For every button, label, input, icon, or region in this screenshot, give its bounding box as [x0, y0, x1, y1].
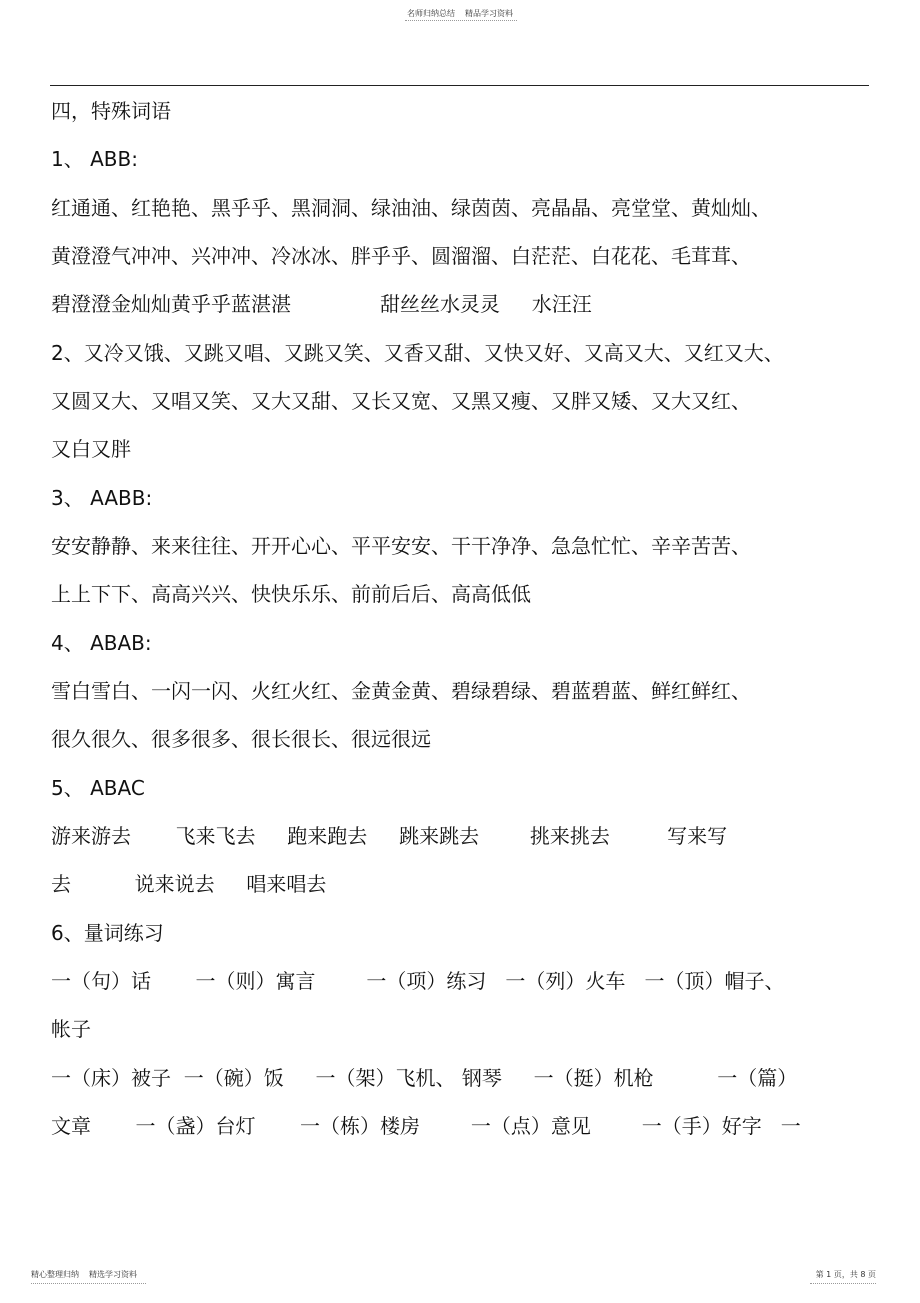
text-line: 上上下下、高高兴兴、快快乐乐、前前后后、高高低低 — [51, 582, 531, 606]
page-footer-left — [31, 1270, 137, 1280]
text-line: 3、 AABB: — [51, 486, 153, 510]
top-rule — [50, 85, 869, 86]
text-line: 红通通、红艳艳、黑乎乎、黑洞洞、绿油油、绿茵茵、亮晶晶、亮堂堂、黄灿灿、 — [51, 196, 771, 220]
text-line: 雪白雪白、一闪一闪、火红火红、金黄金黄、碧绿碧绿、碧蓝碧蓝、鲜红鲜红、 — [51, 679, 751, 703]
footer-left-text: 精心整理归纳 — [31, 1270, 79, 1279]
text-line: 碧澄澄金灿灿黄乎乎蓝湛湛 甜丝丝水灵灵 水汪汪 — [51, 292, 592, 316]
text-line: 帐子 — [51, 1017, 91, 1041]
footer-right-dotted-line — [810, 1283, 876, 1284]
text-line: 又白又胖 — [51, 437, 131, 461]
text-line: 2、又冷又饿、又跳又唱、又跳又笑、又香又甜、又快又好、又高又大、又红又大、 — [51, 341, 784, 365]
footer-middle-text: 精选学习资料 — [89, 1270, 137, 1279]
text-line: 文章 一（盏）台灯 一（栋）楼房 一（点）意见 一（手）好字 一 — [51, 1114, 801, 1138]
text-line: 游来游去 飞来飞去 跑来跑去 跳来跳去 挑来挑去 写来写 — [51, 824, 728, 848]
page-header — [0, 9, 920, 19]
header-dotted-line — [405, 20, 517, 21]
footer-left-dotted-line — [31, 1283, 146, 1284]
text-line: 5、 ABAC — [51, 776, 145, 800]
text-line: 一（句）话 一（则）寓言 一（项）练习 一（列）火车 一（顶）帽子、 — [51, 969, 785, 993]
text-line: 又圆又大、又唱又笑、又大又甜、又长又宽、又黑又瘦、又胖又矮、又大又红、 — [51, 389, 751, 413]
text-line: 黄澄澄气冲冲、兴冲冲、冷冰冰、胖乎乎、圆溜溜、白茫茫、白花花、毛茸茸、 — [51, 244, 751, 268]
section-heading: 四，特殊词语 — [51, 99, 171, 123]
page-number: 第 1 页，共 8 页 — [815, 1270, 876, 1279]
text-line: 一（床）被子 一（碗）饭 一（架）飞机、 钢琴 一（挺）机枪 一（篇） — [51, 1066, 798, 1090]
header-right-text: 精品学习资料 — [465, 9, 513, 18]
text-line: 6、量词练习 — [51, 921, 164, 945]
text-line: 很久很久、很多很多、很长很长、很远很远 — [51, 727, 431, 751]
text-line: 去 说来说去 唱来唱去 — [51, 872, 327, 896]
text-line: 1、 ABB: — [51, 147, 138, 171]
text-line: 安安静静、来来往往、开开心心、平平安安、干干净净、急急忙忙、辛辛苦苦、 — [51, 534, 751, 558]
text-line: 4、 ABAB: — [51, 631, 152, 655]
header-left-text: 名师归纳总结 — [407, 9, 455, 18]
